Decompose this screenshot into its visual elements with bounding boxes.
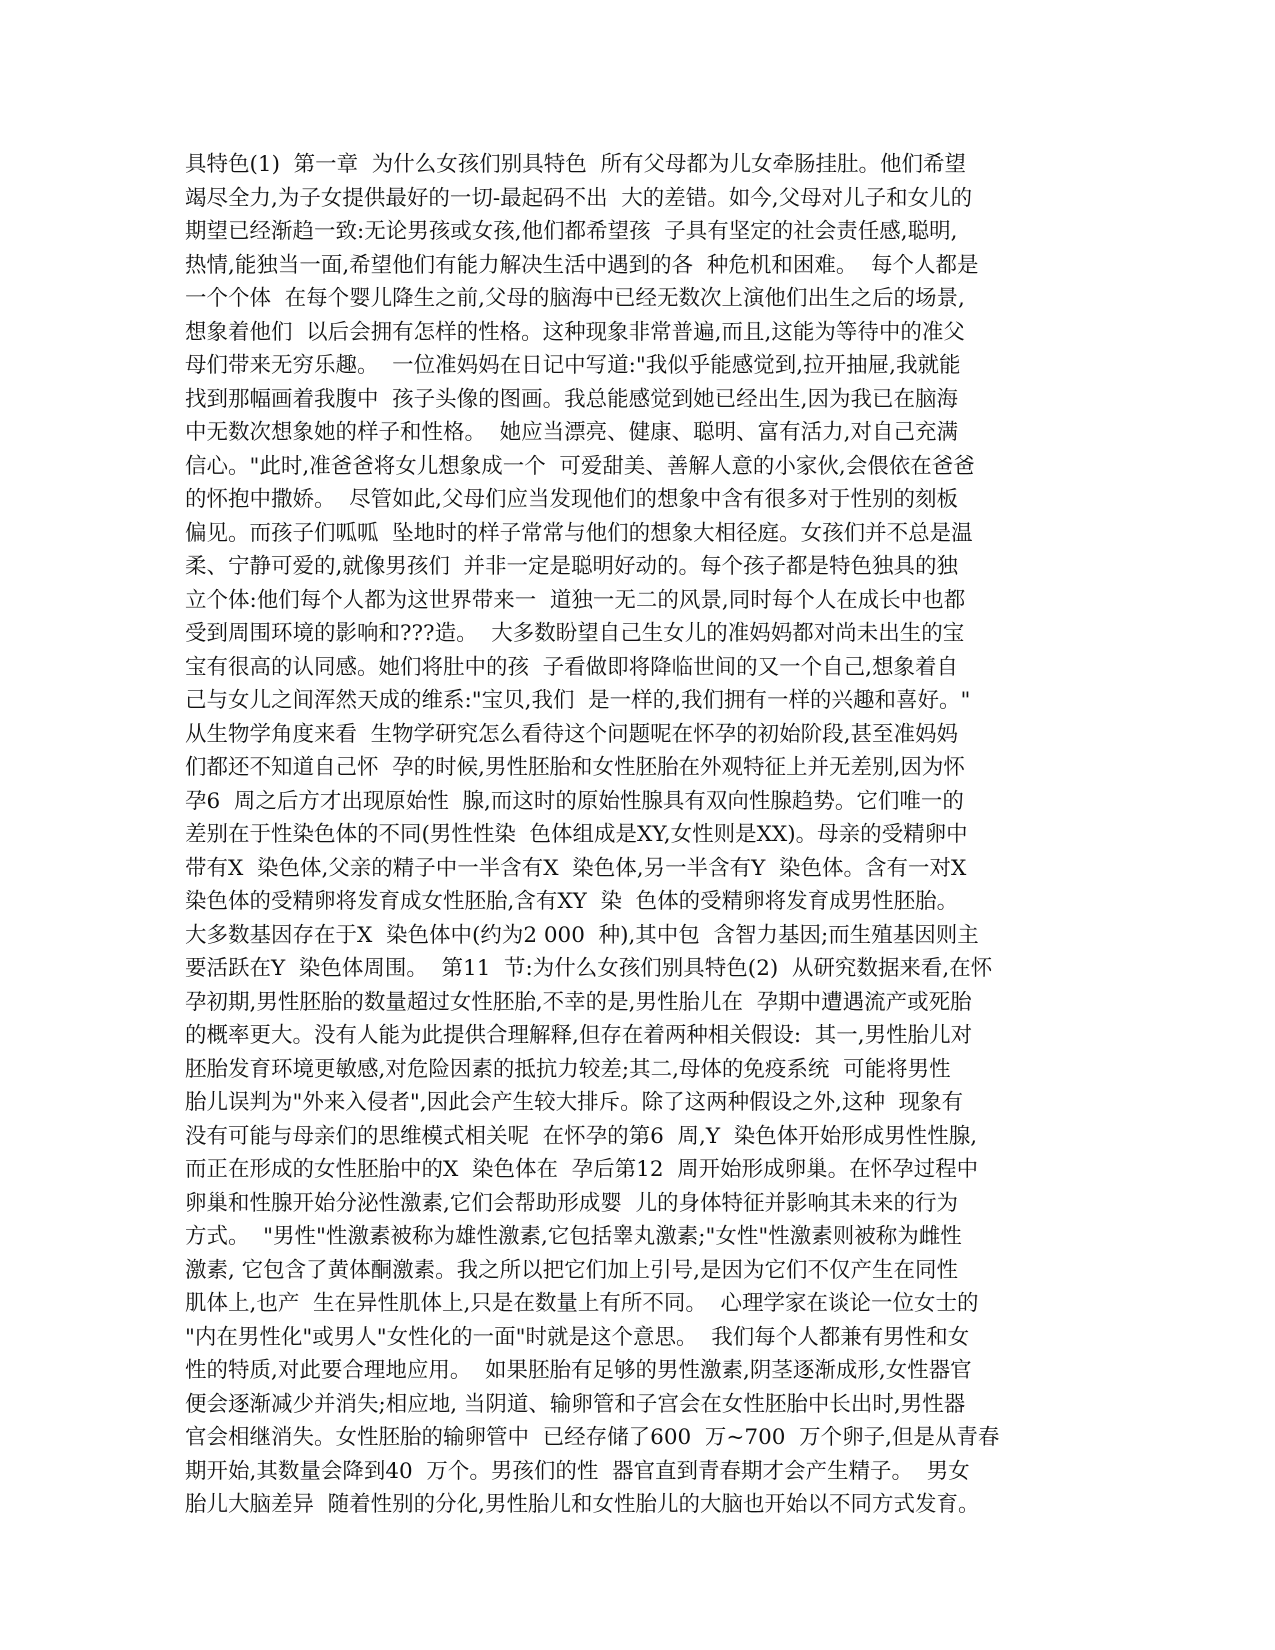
body-text — [185, 148, 1075, 1522]
text-line: 便会逐渐减少并消失;相应地, 当阴道、输卵管和子宫会在女性胚胎中长出时,男性器 — [185, 1391, 966, 1417]
text-line: 染色体的受精卵将发育成女性胚胎,含有XY 染 色体的受精卵将发育成男性胚胎。 — [185, 889, 959, 914]
text-line: 肌体上,也产 生在异性肌体上,只是在数量上有所不同。 心理学家在谈论一位女士的 — [185, 1291, 979, 1316]
text-line: 没有可能与母亲们的思维模式相关呢 在怀孕的第6 周,Y 染色体开始形成男性性腺, — [185, 1123, 978, 1149]
text-line: 差别在于性染色体的不同(男性性染 色体组成是XY,女性则是XX)。母亲的受精卵中 — [185, 822, 968, 847]
text-line: 胎儿误判为"外来入侵者",因此会产生较大排斥。除了这两种假设之外,这种 现象有 — [185, 1090, 964, 1115]
text-line: 孕初期,男性胚胎的数量超过女性胚胎,不幸的是,男性胎儿在 孕期中遭遇流产或死胎 — [185, 989, 972, 1015]
text-line: 的怀抱中撒娇。 尽管如此,父母们应当发现他们的想象中含有很多对于性别的刻板 — [185, 487, 959, 512]
text-line: 从生物学角度来看 生物学研究怎么看待这个问题呢在怀孕的初始阶段,甚至准妈妈 — [185, 721, 959, 747]
text-line: 们都还不知道自己怀 孕的时候,男性胚胎和女性胚胎在外观特征上并无差别,因为怀 — [185, 755, 965, 780]
text-line: 胎儿大脑差异 随着性别的分化,男性胎儿和女性胎儿的大脑也开始以不同方式发育。 — [185, 1492, 980, 1517]
text-line: 官会相继消失。女性胚胎的输卵管中 已经存储了600 万~700 万个卵子,但是从青春 — [185, 1425, 1000, 1450]
text-line: 偏见。而孩子们呱呱 坠地时的样子常常与他们的想象大相径庭。女孩们并不总是温 — [185, 520, 973, 546]
text-line: 大多数基因存在于X 染色体中(约为2 000 种),其中包 含智力基因;而生殖基因则主 — [185, 922, 979, 948]
text-line: 带有X 染色体,父亲的精子中一半含有X 染色体,另一半含有Y 染色体。含有一对X — [185, 855, 967, 881]
text-line: 方式。 "男性"性激素被称为雄性激素,它包括睾丸激素;"女性"性激素则被称为雌性 — [185, 1224, 962, 1249]
text-line: 具特色(1) 第一章 为什么女孩们别具特色 所有父母都为儿女牵肠挂肚。他们希望 — [185, 152, 966, 177]
text-line: 孕6 周之后方才出现原始性 腺,而这时的原始性腺具有双向性腺趋势。它们唯一的 — [185, 788, 964, 814]
text-line: 热情,能独当一面,希望他们有能力解决生活中遇到的各 种危机和困难。 每个人都是 — [185, 252, 979, 278]
text-line: 胚胎发育环境更敏感,对危险因素的抵抗力较差;其二,母体的免疫系统 可能将男性 — [185, 1056, 951, 1082]
text-line: "内在男性化"或男人"女性化的一面"时就是这个意思。 我们每个人都兼有男性和女 — [185, 1324, 970, 1350]
text-line: 找到那幅画着我腹中 孩子头像的图画。我总能感觉到她已经出生,因为我已在脑海 — [185, 386, 959, 412]
text-line: 中无数次想象她的样子和性格。 她应当漂亮、健康、聪明、富有活力,对自己充满 — [185, 420, 959, 445]
text-line: 己与女儿之间浑然天成的维系:"宝贝,我们 是一样的,我们拥有一样的兴趣和喜好。" — [185, 688, 971, 713]
text-line: 而正在形成的女性胚胎中的X 染色体在 孕后第12 周开始形成卵巢。在怀孕过程中 — [185, 1157, 979, 1182]
text-line: 要活跃在Y 染色体周围。 第11 节:为什么女孩们别具特色(2) 从研究数据来看,在怀 — [185, 956, 993, 981]
text-line: 卵巢和性腺开始分泌性激素,它们会帮助形成婴 儿的身体特征并影响其未来的行为 — [185, 1190, 959, 1216]
text-line: 的概率更大。没有人能为此提供合理解释,但存在着两种相关假设: 其一,男性胎儿对 — [185, 1023, 973, 1048]
text-line: 受到周围环境的影响和???造。 大多数盼望自己生女儿的准妈妈都对尚未出生的宝 — [185, 621, 965, 646]
text-line: 想象着他们 以后会拥有怎样的性格。这种现象非常普遍,而且,这能为等待中的准父 — [185, 319, 965, 345]
text-line: 一个个体 在每个婴儿降生之前,父母的脑海中已经无数次上演他们出生之后的场景, — [185, 286, 965, 311]
text-line: 期望已经渐趋一致:无论男孩或女孩,他们都希望孩 子具有坚定的社会责任感,聪明, — [185, 219, 958, 244]
text-line: 竭尽全力,为子女提供最好的一切-最起码不出 大的差错。如今,父母对儿子和女儿的 — [185, 185, 973, 211]
text-line: 立个体:他们每个人都为这世界带来一 道独一无二的风景,同时每个人在成长中也都 — [185, 587, 966, 613]
text-line: 激素, 它包含了黄体酮激素。我之所以把它们加上引号,是因为它们不仅产生在同性 — [185, 1257, 959, 1283]
text-line: 宝有很高的认同感。她们将肚中的孩 子看做即将降临世间的又一个自己,想象着自 — [185, 654, 959, 680]
text-line: 信心。"此时,准爸爸将女儿想象成一个 可爱甜美、善解人意的小家伙,会偎依在爸爸 — [185, 453, 975, 479]
text-line: 期开始,其数量会降到40 万个。男孩们的性 器官直到青春期才会产生精子。 男女 — [185, 1458, 970, 1484]
text-line: 柔、宁静可爱的,就像男孩们 并非一定是聪明好动的。每个孩子都是特色独具的独 — [185, 554, 959, 579]
text-line: 母们带来无穷乐趣。 一位准妈妈在日记中写道:"我似乎能感觉到,拉开抽屉,我就能 — [185, 353, 961, 378]
text-line: 性的特质,对此要合理地应用。 如果胚胎有足够的男性激素,阴茎逐渐成形,女性器官 — [185, 1358, 972, 1383]
